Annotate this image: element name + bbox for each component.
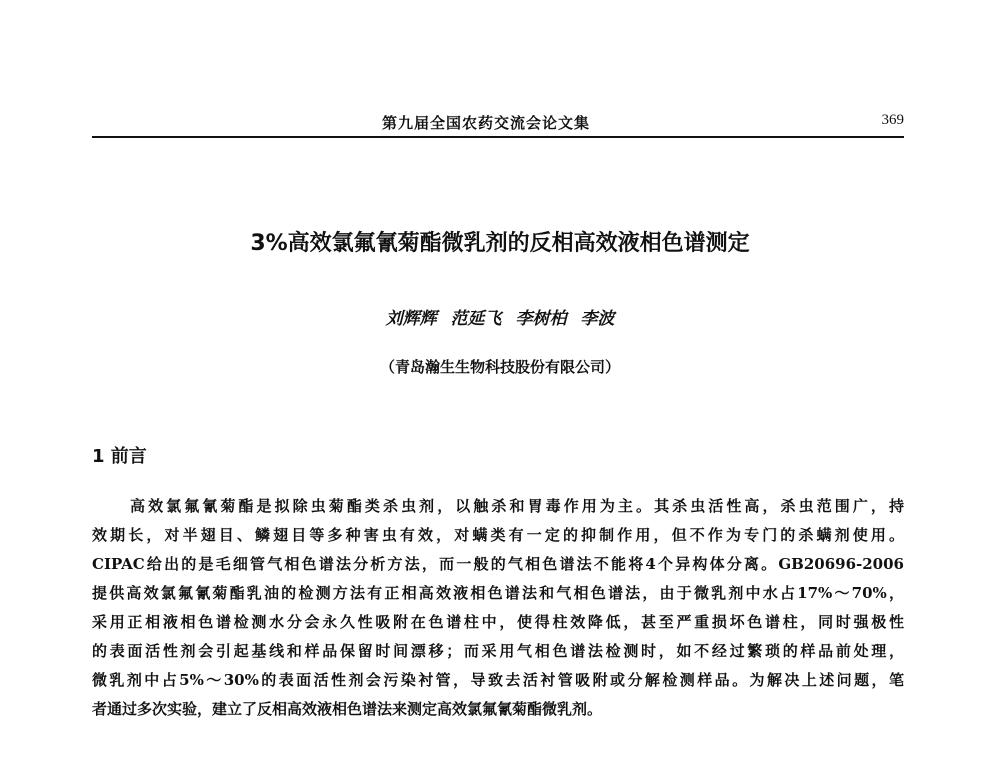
body-paragraph — [92, 492, 904, 724]
author-name: 范延飞 — [450, 309, 502, 329]
paragraph-line: 提供高效氯氟氰菊酯乳油的检测方法有正相高效液相色谱法和气相色谱法，由于微乳剂中水占17%～70%， — [92, 584, 904, 602]
paragraph-line: 采用正相液相色谱检测水分会永久性吸附在色谱柱中，使得柱效降低，甚至严重损坏色谱柱，同时强极性 — [92, 613, 904, 631]
paragraph-line: 的表面活性剂会引起基线和样品保留时间漂移；而采用气相色谱法检测时，如不经过繁琐的样品前处理， — [92, 642, 904, 660]
author-name: 刘辉辉 — [385, 309, 437, 329]
paragraph-line: 高效氯氟氰菊酯是拟除虫菊酯类杀虫剂，以触杀和胃毒作用为主。其杀虫活性高，杀虫范围广，持 — [130, 497, 904, 515]
affiliation: （青岛瀚生生物科技股份有限公司） — [379, 358, 620, 376]
paragraph-line: 者通过多次实验，建立了反相高效液相色谱法来测定高效氯氟氰菊酯微乳剂。 — [92, 700, 603, 718]
author-name: 李树柏 — [515, 309, 567, 329]
paragraph-line: 效期长，对半翅目、鳞翅目等多种害虫有效，对螨类有一定的抑制作用，但不作为专门的杀螨剂使用。 — [92, 526, 904, 544]
running-header — [92, 106, 904, 138]
section-heading: 1 前言 — [92, 446, 147, 467]
author-name: 李波 — [580, 309, 615, 329]
author-list — [0, 304, 1000, 329]
journal-title: 第九届全国农药交流会论文集 — [382, 114, 591, 132]
article-title: 3%高效氯氟氰菊酯微乳剂的反相高效液相色谱测定 — [250, 231, 750, 256]
paragraph-line: 微乳剂中占5%～30%的表面活性剂会污染衬管，导致去活衬管吸附或分解检测样品。为解决上述问题，笔 — [92, 671, 904, 689]
paragraph-line: CIPAC给出的是毛细管气相色谱法分析方法，而一般的气相色谱法不能将4个异构体分离。GB20696-2006 — [92, 555, 904, 573]
page-number: 369 — [881, 112, 904, 128]
